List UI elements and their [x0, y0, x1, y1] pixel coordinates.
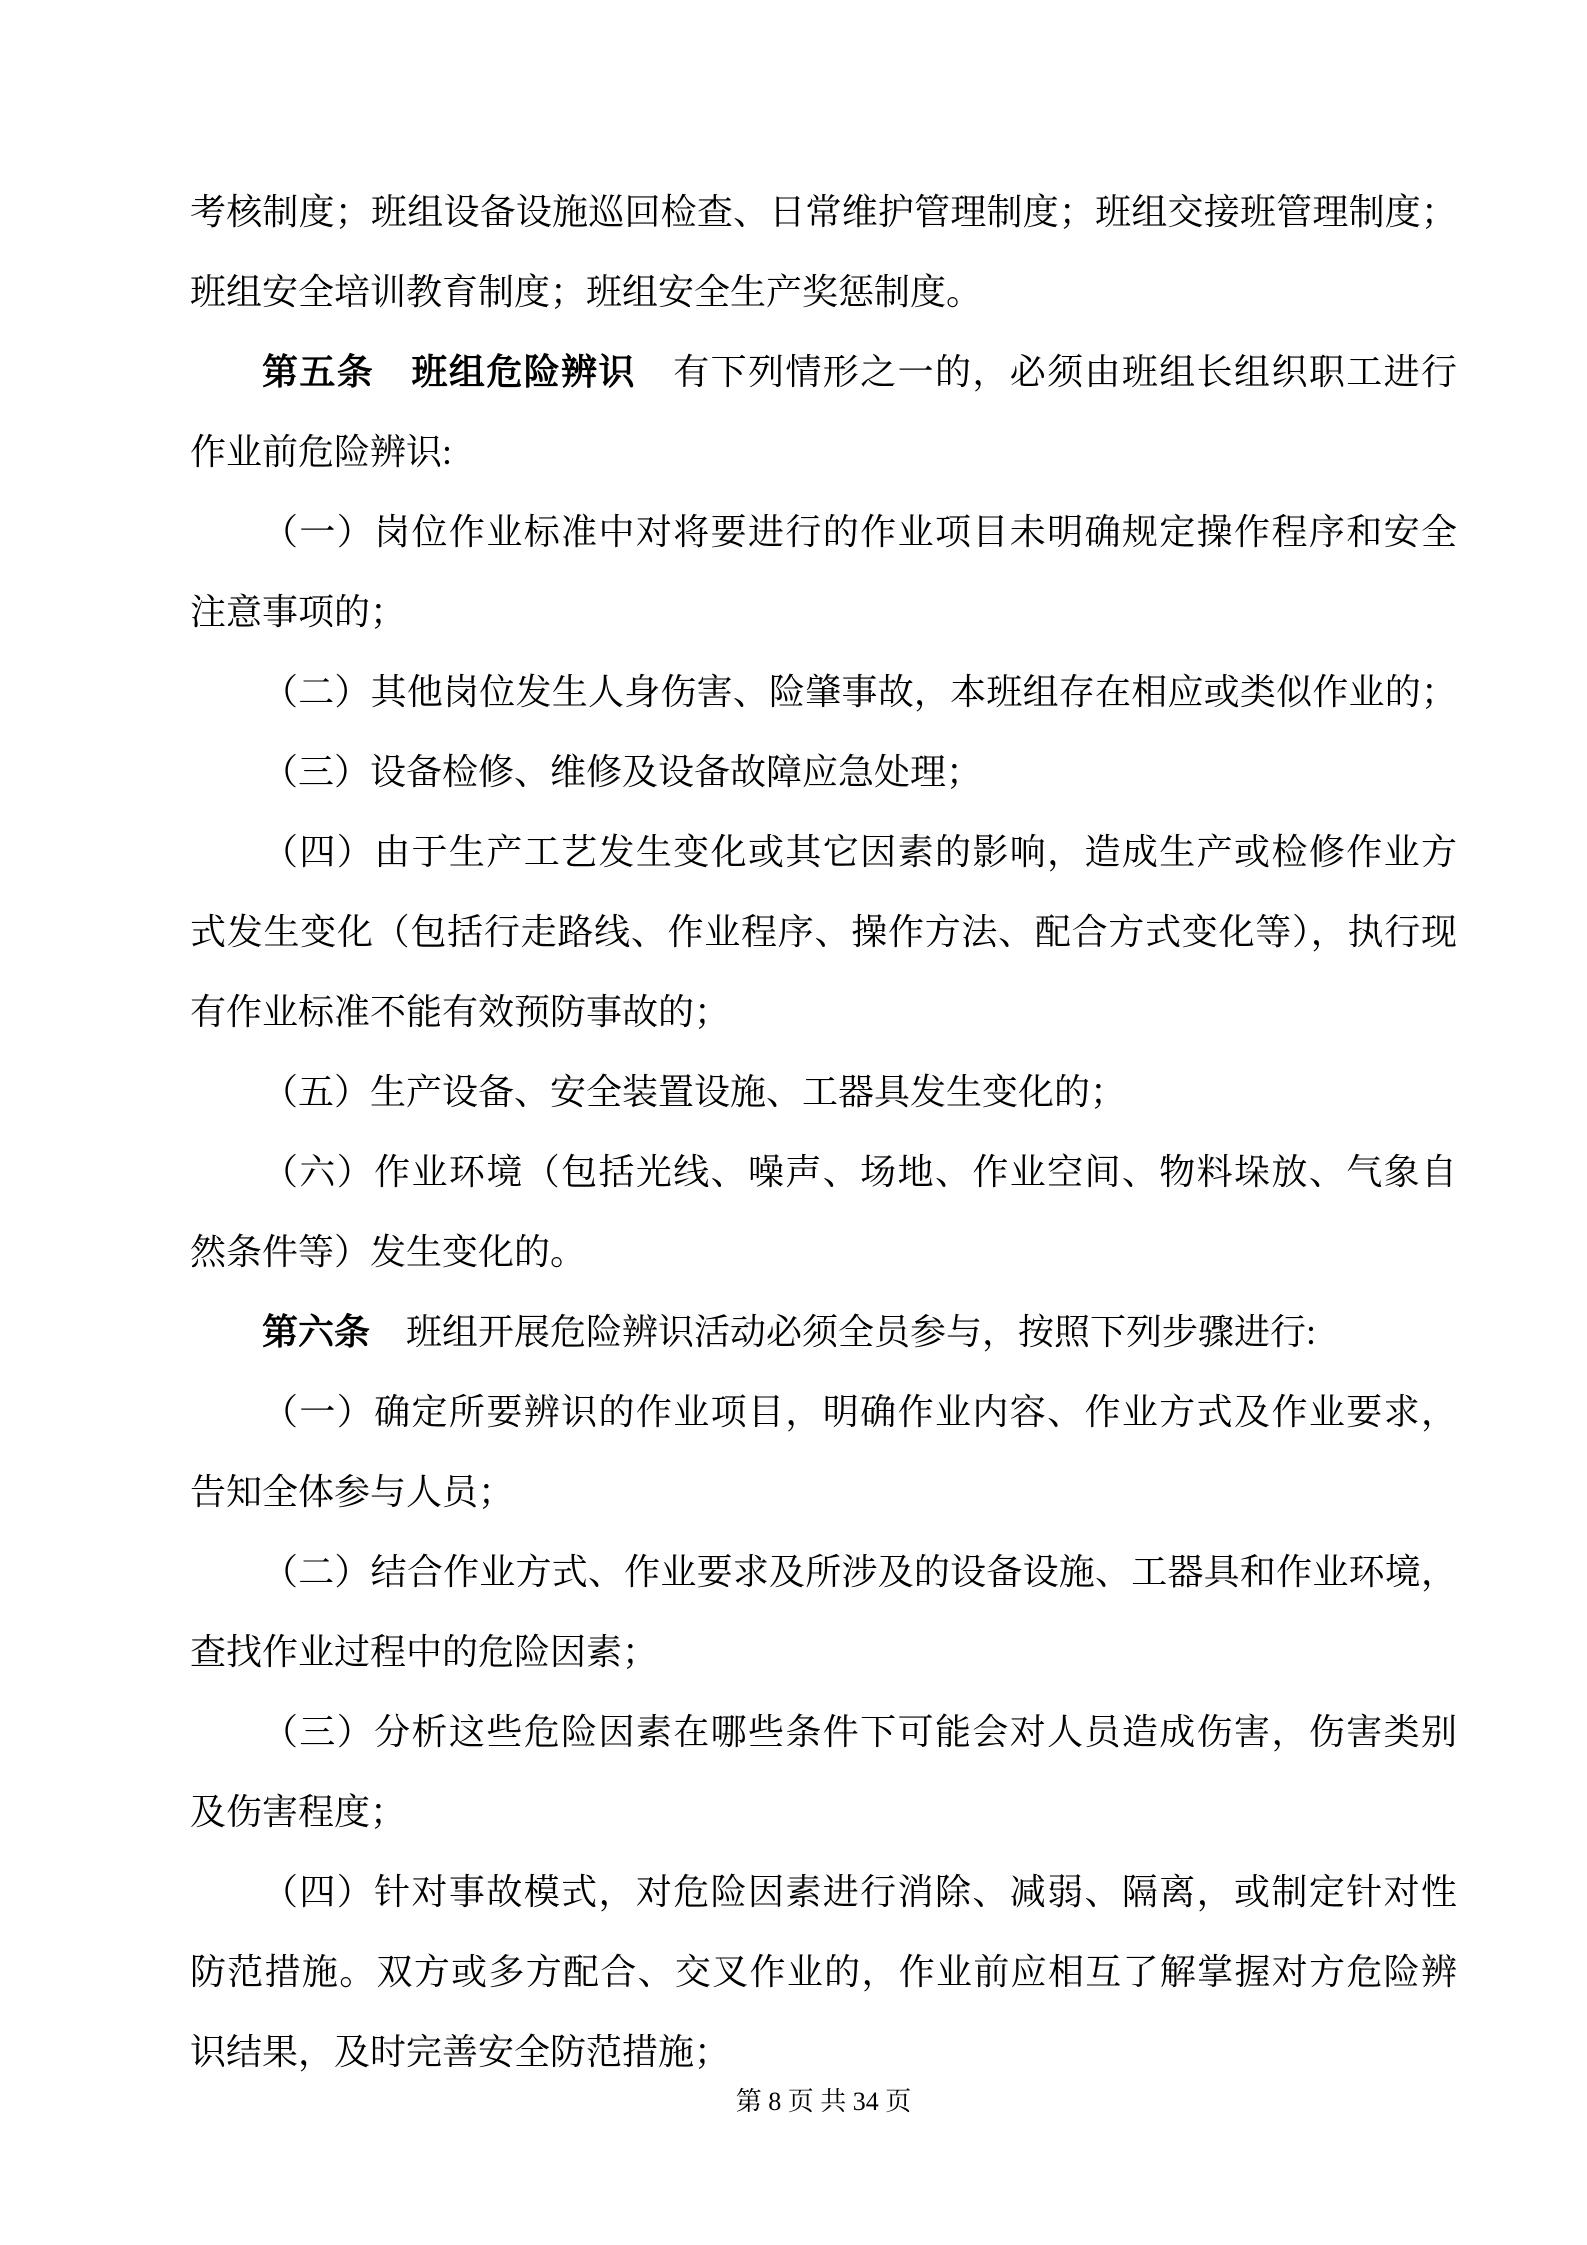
text-line: [190, 1372, 1457, 1452]
page-footer: [190, 2082, 1457, 2122]
text-line: [190, 1212, 1457, 1292]
text-line: [190, 892, 1457, 972]
text-line: [190, 1532, 1457, 1612]
text-segment: 有作业标准不能有效预防事故的；: [190, 992, 731, 1032]
text-segment: 注意事项的；: [190, 592, 407, 632]
text-segment: 班组安全培训教育制度；班组安全生产奖惩制度。: [190, 272, 983, 312]
text-segment: （一）岗位作业标准中对将要进行的作业项目未明确规定操作程序和安全: [262, 512, 1457, 552]
text-line: [190, 732, 1457, 812]
text-line: [190, 2012, 1457, 2092]
text-segment: 查找作业过程中的危险因素；: [190, 1632, 659, 1672]
text-line: [190, 812, 1457, 892]
text-line: [190, 1292, 1457, 1372]
text-segment: （三）分析这些危险因素在哪些条件下可能会对人员造成伤害，伤害类别: [262, 1712, 1457, 1752]
text-line: [190, 252, 1457, 332]
page-number: 第 8 页 共 34 页: [735, 2087, 912, 2116]
text-segment: 班组开展危险辨识活动必须全员参与，按照下列步骤进行:: [370, 1312, 1317, 1352]
text-line: [190, 972, 1457, 1052]
text-line: [190, 1052, 1457, 1132]
text-line: [190, 1692, 1457, 1772]
text-line: [190, 412, 1457, 492]
article-heading: 第六条: [262, 1312, 371, 1352]
text-segment: （四）针对事故模式，对危险因素进行消除、减弱、隔离，或制定针对性: [262, 1872, 1457, 1912]
text-segment: （六）作业环境（包括光线、噪声、场地、作业空间、物料垛放、气象自: [262, 1152, 1457, 1192]
text-line: [190, 1452, 1457, 1532]
text-segment: 有下列情形之一的，必须由班组长组织职工进行: [635, 352, 1457, 392]
text-line: [190, 652, 1457, 732]
text-line: [190, 492, 1457, 572]
text-segment: （二）结合作业方式、作业要求及所涉及的设备设施、工器具和作业环境，: [262, 1552, 1457, 1592]
text-line: [190, 1612, 1457, 1692]
document-body: [190, 172, 1457, 2092]
text-segment: 作业前危险辨识:: [190, 432, 453, 472]
text-line: [190, 572, 1457, 652]
text-segment: 考核制度；班组设备设施巡回检查、日常维护管理制度；班组交接班管理制度；: [190, 192, 1457, 232]
text-line: [190, 1852, 1457, 1932]
text-line: [190, 1932, 1457, 2012]
text-segment: （二）其他岗位发生人身伤害、险肇事故，本班组存在相应或类似作业的；: [262, 672, 1457, 712]
text-segment: 告知全体参与人员；: [190, 1472, 515, 1512]
text-segment: 式发生变化（包括行走路线、作业程序、操作方法、配合方式变化等），执行现: [190, 912, 1457, 952]
text-segment: （三）设备检修、维修及设备故障应急处理；: [262, 752, 983, 792]
text-line: [190, 332, 1457, 412]
text-line: [190, 1132, 1457, 1212]
text-segment: （一）确定所要辨识的作业项目，明确作业内容、作业方式及作业要求，: [262, 1392, 1457, 1432]
text-segment: 然条件等）发生变化的。: [190, 1232, 587, 1272]
text-line: [190, 1772, 1457, 1852]
article-heading: 第五条 班组危险辨识: [262, 352, 636, 392]
text-segment: 识结果，及时完善安全防范措施；: [190, 2032, 731, 2072]
text-segment: 防范措施。双方或多方配合、交叉作业的，作业前应相互了解掌握对方危险辨: [190, 1952, 1457, 1992]
text-line: [190, 172, 1457, 252]
text-segment: （五）生产设备、安全装置设施、工器具发生变化的；: [262, 1072, 1127, 1112]
text-segment: （四）由于生产工艺发生变化或其它因素的影响，造成生产或检修作业方: [262, 832, 1457, 872]
text-segment: 及伤害程度；: [190, 1792, 407, 1832]
